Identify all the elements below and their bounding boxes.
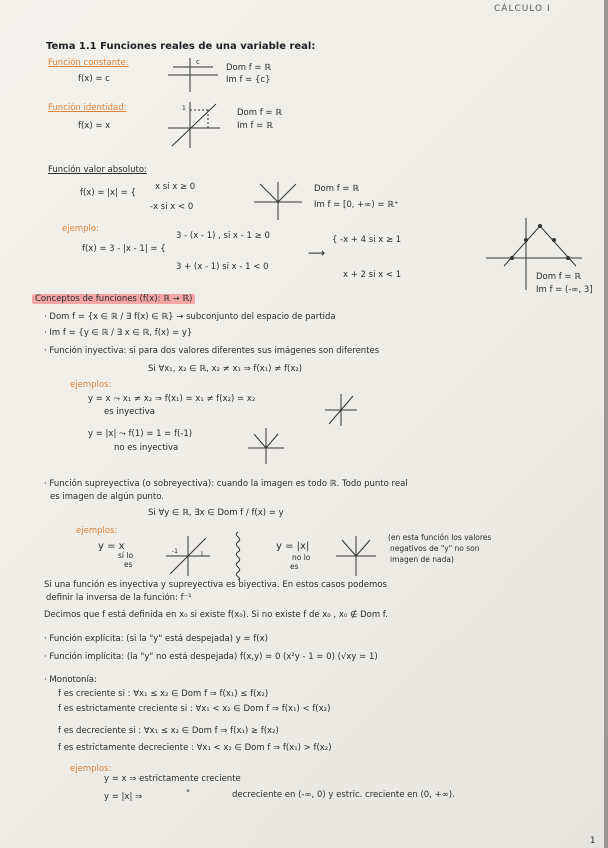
ejemplo-sobre-2-note1: no lo xyxy=(292,553,311,562)
ejemplo1-label: ejemplo: xyxy=(62,224,99,234)
concepto-dom: · Dom f = {x ∈ ℝ / ∃ f(x) ∈ ℝ} → subconjunto del espacio de partida xyxy=(44,312,336,322)
page-edge xyxy=(604,0,608,848)
ejemplo1-res1: -x + 4 si x ≥ 1 xyxy=(340,235,402,245)
ejemplo-sobre-2-expl2: negativos de "y" no son xyxy=(390,544,480,553)
ejemplo1-bracket: { xyxy=(332,235,338,245)
sobre-graph-one: 1 xyxy=(200,551,204,558)
funcion-explicita: · Función explícita: (si la "y" está despejada) y = f(x) xyxy=(44,634,268,644)
identidad-im: Im f = ℝ xyxy=(237,121,273,131)
funcion-implicita: · Función implícita: (la "y" no está despejada) f(x,y) = 0 (x²y - 1 = 0) (√xy = 1) xyxy=(44,652,378,662)
concepto-sobreyectiva-2: es imagen de algún punto. xyxy=(50,492,164,502)
monotonia-estr-decreciente: f es estrictamente decreciente : ∀x₁ < x₂ ∈ Dom f ⇒ f(x₁) > f(x₂) xyxy=(58,743,332,753)
monotonia-creciente: f es creciente si : ∀x₁ ≤ x₂ ∈ Dom f ⇒ f(x₁) ≤ f(x₂) xyxy=(58,689,269,699)
monotonia-decreciente: f es decreciente si : ∀x₁ ≤ x₂ ∈ Dom f ⇒ f(x₁) ≥ f(x₂) xyxy=(58,726,279,736)
ejemplo-sobre-2: y = |x| xyxy=(276,541,310,552)
inyectiva-graph-2 xyxy=(248,428,284,464)
ejemplo1-case2: 3 + (x - 1) si x - 1 < 0 xyxy=(176,262,269,272)
biyectiva-1: Si una función es inyectiva y supreyectiva es biyectiva. En estos casos podemos xyxy=(44,580,387,590)
ejemplo-sobre-2-expl3: imagen de nada) xyxy=(390,555,454,564)
constante-im: Im f = {c} xyxy=(226,75,271,85)
ejemplo-monotonia-2: y = |x| ⇒ xyxy=(104,792,143,802)
ejemplo-sobre-1-note1: sí lo xyxy=(118,551,134,560)
abs-case1: x si x ≥ 0 xyxy=(155,182,196,192)
monotonia-heading: · Monotonía: xyxy=(44,675,97,685)
ejemplo1-case1: 3 - (x - 1) , si x - 1 ≥ 0 xyxy=(176,231,270,241)
concepto-inyectiva-def: Si ∀x₁, x₂ ∈ ℝ, x₂ ≠ x₁ ⇒ f(x₁) ≠ f(x₂) xyxy=(148,364,303,374)
ejemplo1-formula: f(x) = 3 - |x - 1| = { xyxy=(82,244,166,254)
biyectiva-2: definir la inversa de la función: f⁻¹ xyxy=(46,593,192,603)
abs-graph xyxy=(254,180,302,220)
page-number: 1 xyxy=(590,836,596,846)
identidad-dom: Dom f = ℝ xyxy=(237,108,282,118)
inyectiva-graph-1 xyxy=(325,394,357,426)
definida-x0: Decimos que f está definida en x₀ si existe f(x₀). Si no existe f de x₀ , x₀ ∉ Dom f. xyxy=(44,610,388,620)
ejemplo-sobre-1-note2: es xyxy=(124,560,133,569)
constante-formula: f(x) = c xyxy=(78,74,110,84)
identidad-one-label: 1 xyxy=(182,105,186,112)
monotonia-estr-creciente: f es estrictamente creciente si : ∀x₁ < x₂ ∈ Dom f ⇒ f(x₁) < f(x₂) xyxy=(58,704,331,714)
ejemplo-monotonia-ditto: " xyxy=(186,789,190,799)
constante-c-label: c xyxy=(196,58,200,66)
abs-heading: Función valor absoluto: xyxy=(48,165,147,175)
abs-case2: -x si x < 0 xyxy=(150,202,194,212)
ejemplo-inyectiva-2-note: no es inyectiva xyxy=(114,443,179,453)
concepto-inyectiva: · Función inyectiva: si para dos valores diferentes sus imágenes son diferentes xyxy=(44,346,380,356)
ejemplos-label-2: ejemplos: xyxy=(76,526,118,536)
ejemplo1-im: Im f = (-∞, 3] xyxy=(536,285,593,295)
ejemplo-sobre-1: y = x xyxy=(98,541,125,552)
constante-dom: Dom f = ℝ xyxy=(226,63,271,73)
subject-header: CÁLCULO I xyxy=(494,4,551,14)
concepto-sobreyectiva-def: Si ∀y ∈ ℝ, ∃x ∈ Dom f / f(x) = y xyxy=(148,508,284,518)
ejemplos-label-3: ejemplos: xyxy=(70,764,112,774)
concepto-sobreyectiva-1: · Función supreyectiva (o sobreyectiva): cuando la imagen es todo ℝ. Todo punto real xyxy=(44,479,408,489)
abs-im: Im f = [0, +∞) = ℝ⁺ xyxy=(314,200,399,210)
identidad-graph xyxy=(168,100,220,148)
ejemplo1-dom: Dom f = ℝ xyxy=(536,272,581,282)
identidad-heading: Función identidad: xyxy=(48,103,127,113)
abs-dom: Dom f = ℝ xyxy=(314,184,359,194)
constante-heading: Función constante: xyxy=(48,58,129,68)
concepto-im: · Im f = {y ∈ ℝ / ∃ x ∈ ℝ, f(x) = y} xyxy=(44,328,193,338)
page-title: Tema 1.1 Funciones reales de una variable real: xyxy=(46,41,316,52)
ejemplo-inyectiva-1-note: es inyectiva xyxy=(104,407,155,417)
ejemplo1-res2: x + 2 si x < 1 xyxy=(343,270,402,280)
abs-formula: f(x) = |x| = { xyxy=(80,188,136,198)
identidad-formula: f(x) = x xyxy=(78,121,111,131)
ejemplos-label-1: ejemplos: xyxy=(70,380,112,390)
spiral-separator xyxy=(232,532,244,580)
ejemplo-inyectiva-2: y = |x| ⤳ f(1) = 1 = f(-1) xyxy=(88,429,193,439)
ejemplo-sobre-2-expl1: (en esta función los valores xyxy=(388,533,492,542)
ejemplo-monotonia-2-note: decreciente en (-∞, 0) y estric. creciente en (0, +∞). xyxy=(232,790,455,800)
constante-graph xyxy=(168,58,218,92)
sobreyectiva-graph-2 xyxy=(336,536,376,576)
conceptos-heading xyxy=(32,294,195,305)
ejemplo1-arrow: ⟶ xyxy=(308,246,326,260)
conceptos-heading-text: Conceptos de funciones (f(x): ℝ → ℝ) xyxy=(32,294,195,304)
ejemplo-inyectiva-1: y = x ⤳ x₁ ≠ x₂ ⇒ f(x₁) = x₁ ≠ f(x₂) = x₂ xyxy=(88,394,256,404)
ejemplo-monotonia-1: y = x ⇒ estrictamente creciente xyxy=(104,774,241,784)
ejemplo-sobre-2-note2: es xyxy=(290,562,299,571)
sobre-graph-neg-one: -1 xyxy=(172,548,178,555)
